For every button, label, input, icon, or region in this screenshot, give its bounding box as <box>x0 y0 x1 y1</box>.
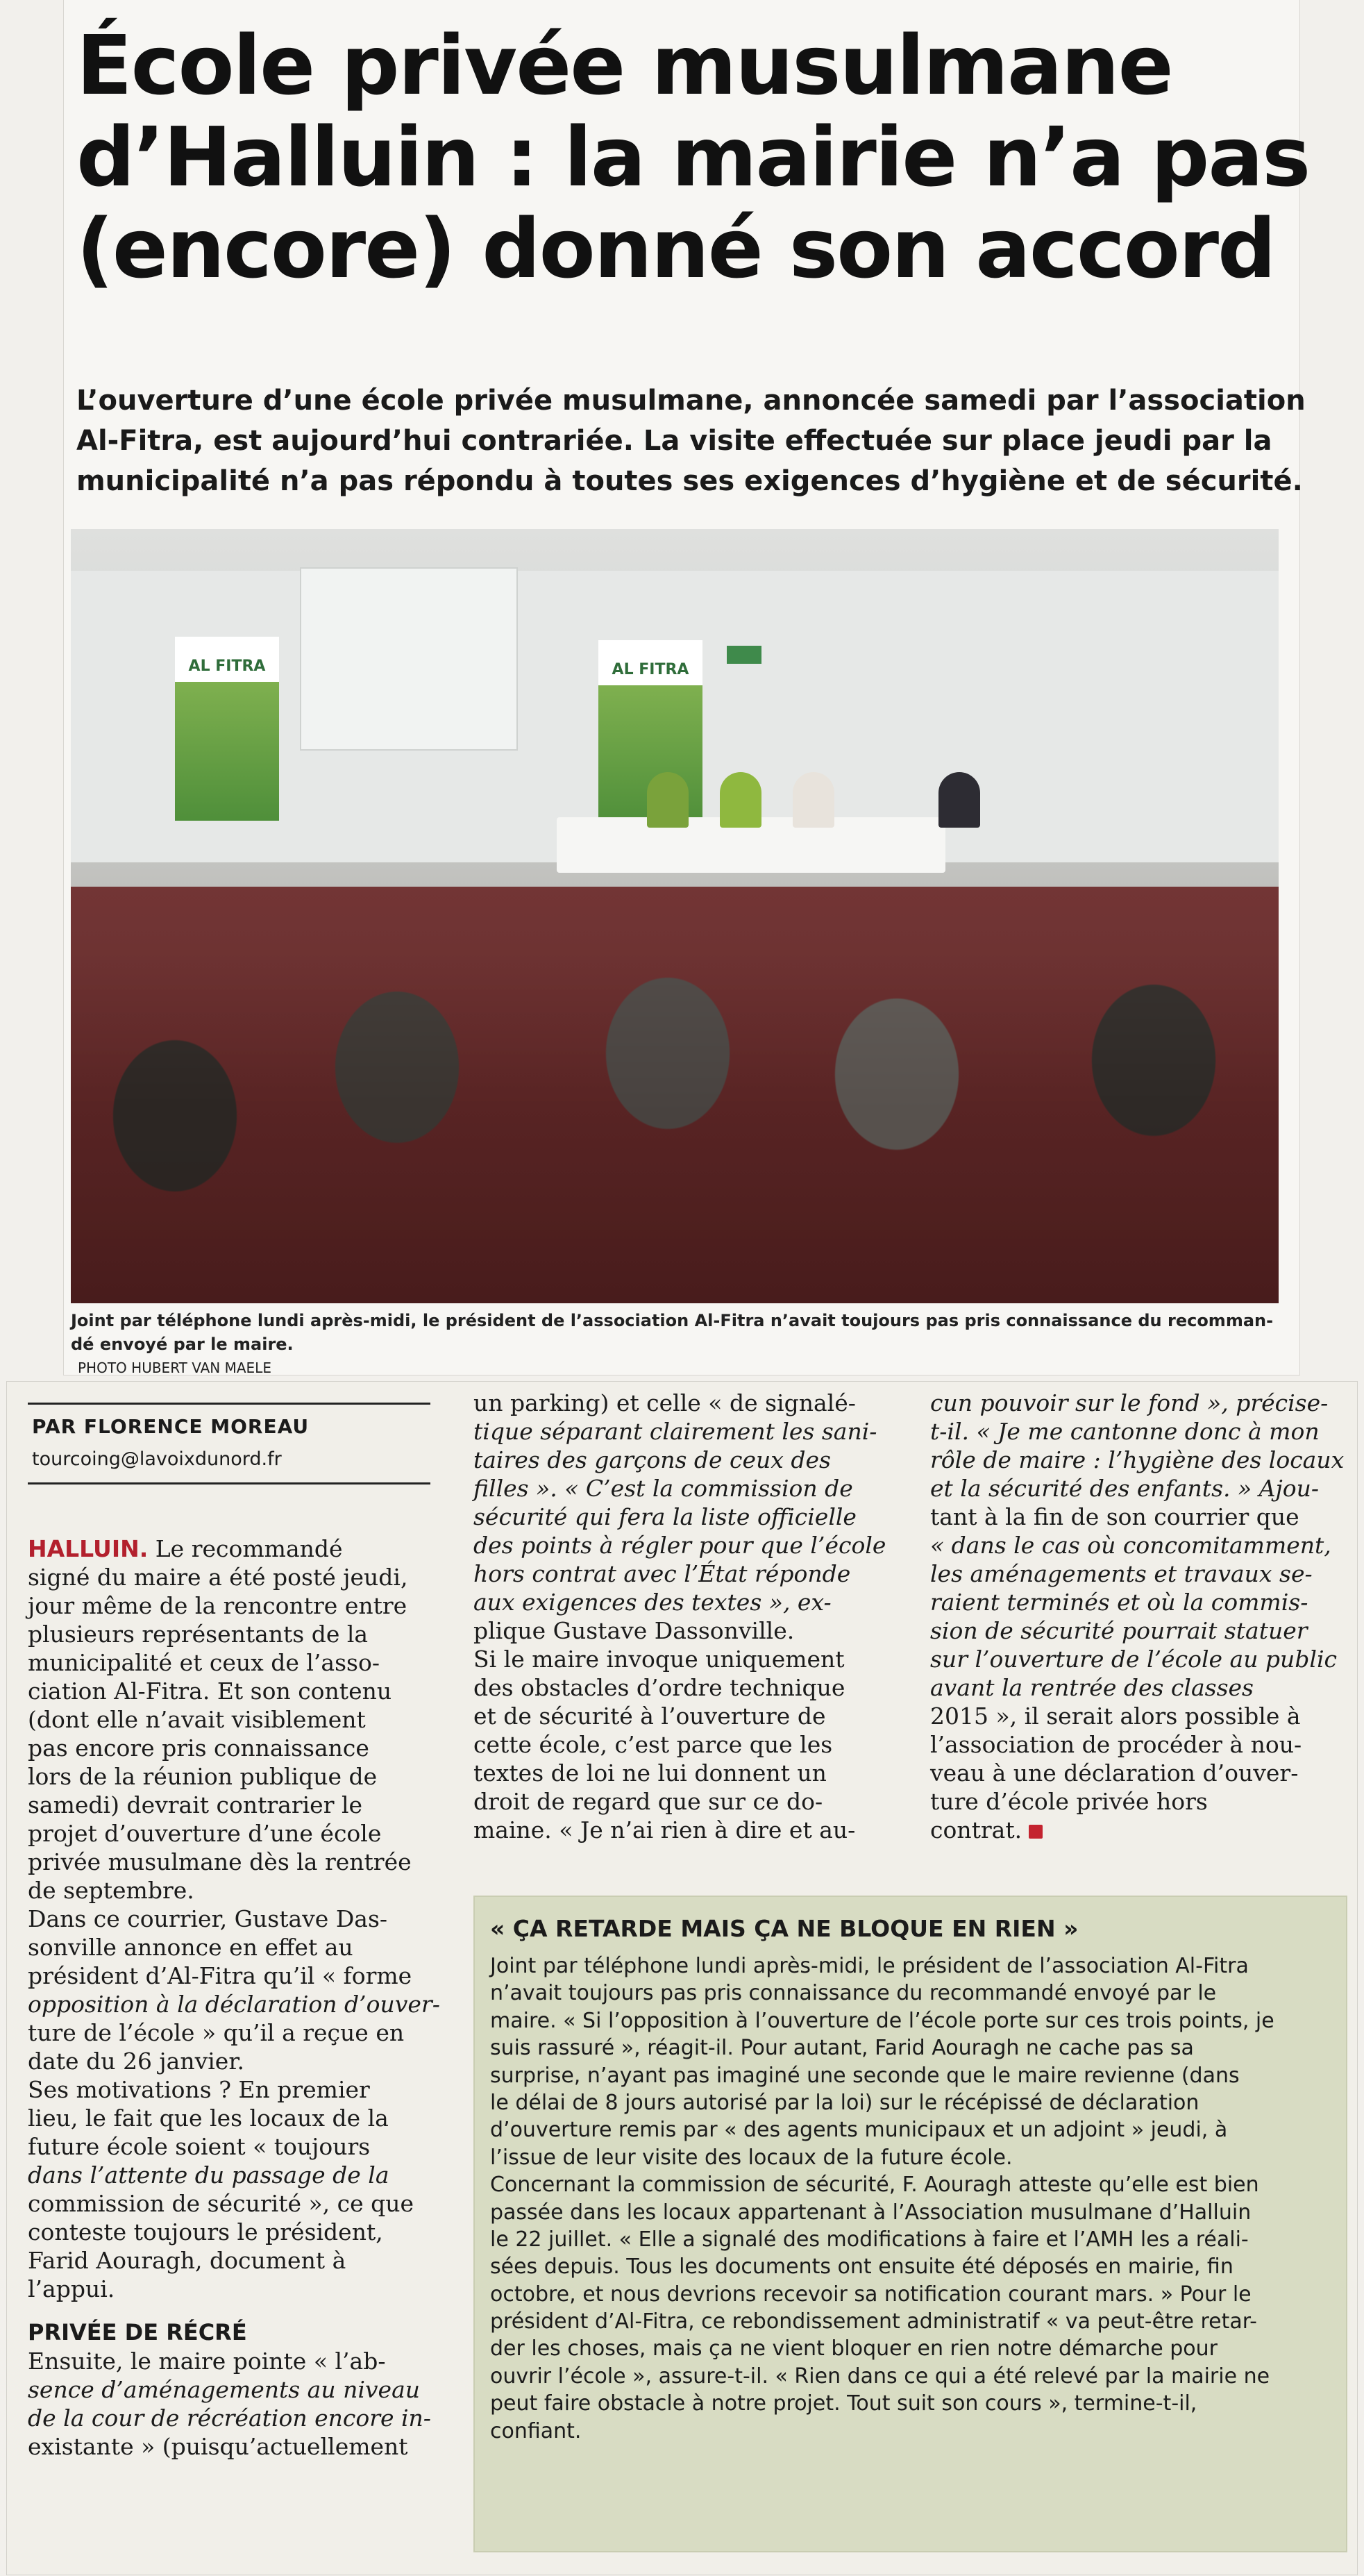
text-line: future école soient « toujours <box>28 2133 371 2160</box>
text-line: cette école, c’est parce que les <box>473 1731 833 1758</box>
text-line: maire. « Si l’opposition à l’ouverture de l’école porte sur ces trois points, je <box>490 2008 1274 2033</box>
byline-rule-top <box>28 1403 430 1405</box>
text-line: l’issue de leur visite des locaux de la future école. <box>490 2145 1013 2170</box>
text-line: (dont elle n’avait visiblement <box>28 1706 366 1733</box>
text-line: t-il. « Je me cantonne donc à mon <box>930 1418 1320 1445</box>
text-line: président d’Al-Fitra qu’il « forme <box>28 1962 412 1989</box>
text-line: privée musulmane dès la rentrée <box>28 1848 412 1875</box>
lead-line: L’ouverture d’une école privée musulmane, annoncée samedi par l’association <box>76 385 1306 417</box>
text-line: tique séparant clairement les sani- <box>473 1418 877 1445</box>
byline-rule-bottom <box>28 1482 430 1484</box>
text-line: aux exigences des textes », ex- <box>473 1589 832 1616</box>
text-line: jour même de la rencontre entre <box>28 1592 407 1619</box>
sidebar-box-title: « ÇA RETARDE MAIS ÇA NE BLOQUE EN RIEN » <box>490 1915 1079 1942</box>
caption-line: Joint par téléphone lundi après-midi, le président de l’association Al-Fitra n’avait toujours pas pris connaissance du recomman- <box>71 1311 1274 1330</box>
text-line: droit de regard que sur ce do- <box>473 1788 823 1815</box>
article-top-clipping <box>64 0 1310 1376</box>
text-line: textes de loi ne lui donnent un <box>473 1759 827 1787</box>
text-line: Farid Aouragh, document à <box>28 2247 346 2274</box>
text-line: et de sécurité à l’ouverture de <box>473 1703 826 1730</box>
text-line <box>930 1816 1347 1844</box>
event-photo <box>71 529 1279 1303</box>
text-line: sonville annonce en effet au <box>28 1934 353 1961</box>
text-line: d’ouverture remis par « des agents municipaux et un adjoint » jeudi, à <box>490 2118 1228 2143</box>
column-2 <box>473 1389 918 1844</box>
text-line: veau à une déclaration d’ouver- <box>930 1759 1299 1787</box>
headline-line: d’Halluin : la mairie n’a pas <box>76 109 1310 205</box>
text-line: « dans le cas où concomitamment, <box>930 1532 1331 1559</box>
text-line: de la cour de récréation encore in- <box>28 2404 431 2432</box>
text-line: Si le maire invoque uniquement <box>473 1646 845 1673</box>
text-line: cun pouvoir sur le fond », précise- <box>930 1389 1329 1416</box>
text-line: taires des garçons de ceux des <box>473 1446 831 1473</box>
text-line: plique Gustave Dassonville. <box>473 1617 795 1644</box>
text-line: rôle de maire : l’hygiène des locaux <box>930 1446 1345 1473</box>
text-line: sur l’ouverture de l’école au public <box>930 1646 1338 1673</box>
text-line: confiant. <box>490 2418 582 2443</box>
text-line: maine. « Je n’ai rien à dire et au- <box>473 1816 856 1843</box>
headline <box>76 17 1310 296</box>
lead-paragraph <box>76 380 1306 501</box>
lead-line: municipalité n’a pas répondu à toutes ses exigences d’hygiène et de sécurité. <box>76 465 1303 497</box>
text-line: hors contrat avec l’État réponde <box>473 1560 851 1587</box>
headline-line: (encore) donné son accord <box>76 201 1275 296</box>
text-line <box>28 1534 444 1563</box>
text-line: les aménagements et travaux se- <box>930 1560 1313 1587</box>
speaker-figure <box>793 772 834 828</box>
exit-sign <box>727 646 761 664</box>
banner-label: AL FITRA <box>175 637 279 682</box>
dateline-kicker: HALLUIN. <box>28 1535 149 1562</box>
speaker-figure <box>647 772 689 828</box>
text-line: der les choses, mais ça ne vient bloquer en rien notre démarche pour <box>490 2336 1218 2361</box>
text-line: plusieurs représentants de la <box>28 1621 369 1648</box>
text-line: date du 26 janvier. <box>28 2048 244 2075</box>
text-line: tant à la fin de son courrier que <box>930 1503 1299 1530</box>
sidebar-box <box>473 1896 1347 2552</box>
text-line: le délai de 8 jours autorisé par la loi) sur le récépissé de déclaration <box>490 2090 1199 2115</box>
text-line: Ses motivations ? En premier <box>28 2076 370 2103</box>
text-line: pas encore pris connaissance <box>28 1734 369 1762</box>
sidebar-box-text <box>490 1952 1274 2445</box>
al-fitra-banner-left <box>175 637 279 821</box>
byline-author: PAR FLORENCE MOREAU <box>32 1415 310 1438</box>
text-line: Joint par téléphone lundi après-midi, le président de l’association Al-Fitra <box>490 1954 1249 1978</box>
speaker-figure <box>720 772 761 828</box>
text-line: sence d’aménagements au niveau <box>28 2376 420 2403</box>
text-line: des points à régler pour que l’école <box>473 1532 886 1559</box>
text-line: signé du maire a été posté jeudi, <box>28 1564 408 1591</box>
text-line: ouvrir l’école », assure-t-il. « Rien dans ce qui a été relevé par la mairie ne <box>490 2364 1270 2389</box>
text-line: municipalité et ceux de l’asso- <box>28 1649 380 1676</box>
text-line: samedi) devrait contrarier le <box>28 1791 363 1818</box>
text-line: filles ». « C’est la commission de <box>473 1475 853 1502</box>
headline-line: École privée musulmane <box>76 17 1172 113</box>
caption-text: dé envoyé par le maire. <box>71 1335 294 1354</box>
text-line: des obstacles d’ordre technique <box>473 1674 845 1701</box>
end-of-article-mark <box>1029 1825 1043 1839</box>
text-line: suis rassuré », réagit-il. Pour autant, Farid Aouragh ne cache pas sa <box>490 2036 1194 2061</box>
audience <box>71 887 1279 1303</box>
text-line: ciation Al-Fitra. Et son contenu <box>28 1678 392 1705</box>
speaker-figure <box>938 772 980 828</box>
text-line: existante » (puisqu’actuellement <box>28 2433 408 2460</box>
text-line: le 22 juillet. « Elle a signalé des modifications à faire et l’AMH les a réali- <box>490 2227 1249 2252</box>
text-line: Dans ce courrier, Gustave Das- <box>28 1905 388 1932</box>
text-line: avant la rentrée des classes <box>930 1674 1254 1701</box>
text-line: lors de la réunion publique de <box>28 1763 378 1790</box>
photo-caption <box>71 1309 1279 1380</box>
text-line: Concernant la commission de sécurité, F. Aouragh atteste qu’elle est bien <box>490 2173 1259 2198</box>
text-line: et la sécurité des enfants. » Ajou- <box>930 1475 1320 1502</box>
text-line: opposition à la déclaration d’ouver- <box>28 1991 440 2018</box>
text-line: ture de l’école » qu’il a reçue en <box>28 2019 405 2046</box>
text-line: sécurité qui fera la liste officielle <box>473 1503 857 1530</box>
text-line: commission de sécurité », ce que <box>28 2190 414 2217</box>
text-line: 2015 », il serait alors possible à <box>930 1703 1301 1730</box>
text-line: de septembre. <box>28 1877 194 1904</box>
projection-screen <box>300 567 518 751</box>
text-line: surprise, n’ayant pas imaginé une seconde que le maire revienne (dans <box>490 2063 1240 2088</box>
text-line: l’association de procéder à nou- <box>930 1731 1302 1758</box>
photo-credit: PHOTO HUBERT VAN MAELE <box>78 1360 271 1376</box>
text-line: Ensuite, le maire pointe « l’ab- <box>28 2348 386 2375</box>
text-line: passée dans les locaux appartenant à l’Association musulmane d’Halluin <box>490 2200 1252 2225</box>
lead-line: Al-Fitra, est aujourd’hui contrariée. La visite effectuée sur place jeudi par la <box>76 425 1272 457</box>
text-line: dans l’attente du passage de la <box>28 2161 389 2189</box>
banner-label: AL FITRA <box>598 640 702 685</box>
text-fragment: contrat. <box>930 1816 1022 1843</box>
article-body-clipping <box>7 1382 1357 2575</box>
text-line: projet d’ouverture d’une école <box>28 1820 382 1847</box>
text-line: raient terminés et où la commis- <box>930 1589 1308 1616</box>
text-line: sées depuis. Tous les documents ont ensuite été déposés en mairie, fin <box>490 2255 1234 2280</box>
text-line: l’appui. <box>28 2275 115 2302</box>
text-line: conteste toujours le président, <box>28 2218 383 2245</box>
subheading: PRIVÉE DE RÉCRÉ <box>28 2319 247 2345</box>
text-line: n’avait toujours pas pris connaissance du recommandé envoyé par le <box>490 1981 1217 2006</box>
text-line: un parking) et celle « de signalé- <box>473 1389 856 1416</box>
byline-email: tourcoing@lavoixdunord.fr <box>32 1448 282 1470</box>
text-line: sion de sécurité pourrait statuer <box>930 1617 1308 1644</box>
text-line: ture d’école privée hors <box>930 1788 1208 1815</box>
text-line: président d’Al-Fitra, ce rebondissement administratif « va peut-être retar- <box>490 2309 1258 2334</box>
column-3 <box>930 1389 1347 1844</box>
text-line: octobre, et nous devrions recevoir sa notification courant mars. » Pour le <box>490 2282 1252 2307</box>
text-line: peut faire obstacle à notre projet. Tout suit son cours », termine-t-il, <box>490 2391 1197 2416</box>
text-line: lieu, le fait que les locaux de la <box>28 2105 389 2132</box>
text-fragment: Le recommandé <box>148 1535 343 1562</box>
banner-body <box>175 682 279 821</box>
caption-line <box>71 1332 1279 1380</box>
column-1 <box>28 1534 444 2461</box>
